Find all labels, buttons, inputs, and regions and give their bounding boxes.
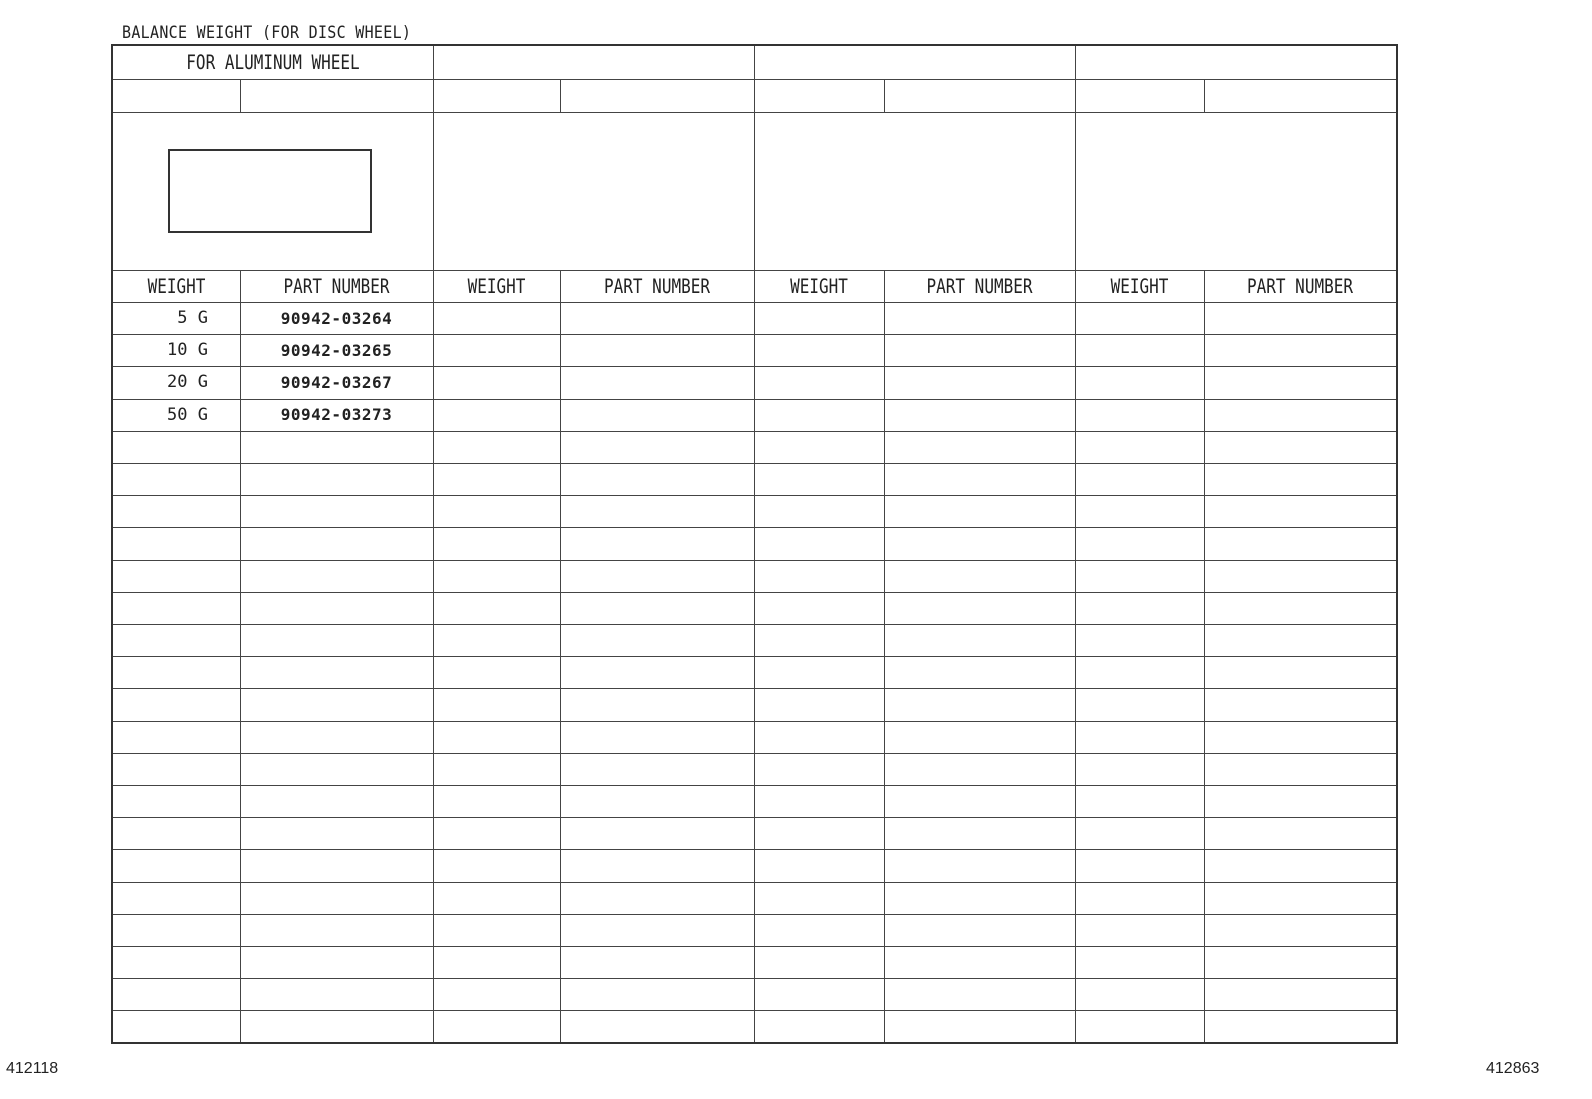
part-number-column-header: PART NUMBER [926,274,1033,298]
wheel-illustration-placeholder [168,149,372,233]
page-title: BALANCE WEIGHT (FOR DISC WHEEL) [122,22,412,43]
figure-reference-right: 412863 [1486,1060,1540,1077]
balance-weight-table [111,44,1398,1044]
weight-cell: 50 G [167,404,208,425]
part-number-column-header: PART NUMBER [604,274,710,298]
weight-cell: 20 G [167,372,208,393]
column-group-label [754,43,1075,83]
column-group-label [433,43,754,83]
figure-reference-left: 412118 [6,1060,59,1077]
weight-column-header: WEIGHT [1110,274,1169,298]
part-number-column-header: PART NUMBER [1247,274,1353,298]
weight-column-header: WEIGHT [147,274,206,298]
column-group-label [1075,43,1396,83]
weight-column-header: WEIGHT [790,274,848,298]
part-number-column-header: PART NUMBER [283,274,390,298]
part-number-cell: 90942-03264 [280,308,393,328]
part-number-cell: 90942-03267 [280,372,393,392]
part-number-cell: 90942-03273 [280,405,393,425]
weight-column-header: WEIGHT [467,274,526,298]
weight-cell: 5 G [177,308,208,329]
part-number-cell: 90942-03265 [280,340,393,360]
weight-cell: 10 G [167,340,208,361]
column-group-label: FOR ALUMINUM WHEEL [186,51,360,74]
